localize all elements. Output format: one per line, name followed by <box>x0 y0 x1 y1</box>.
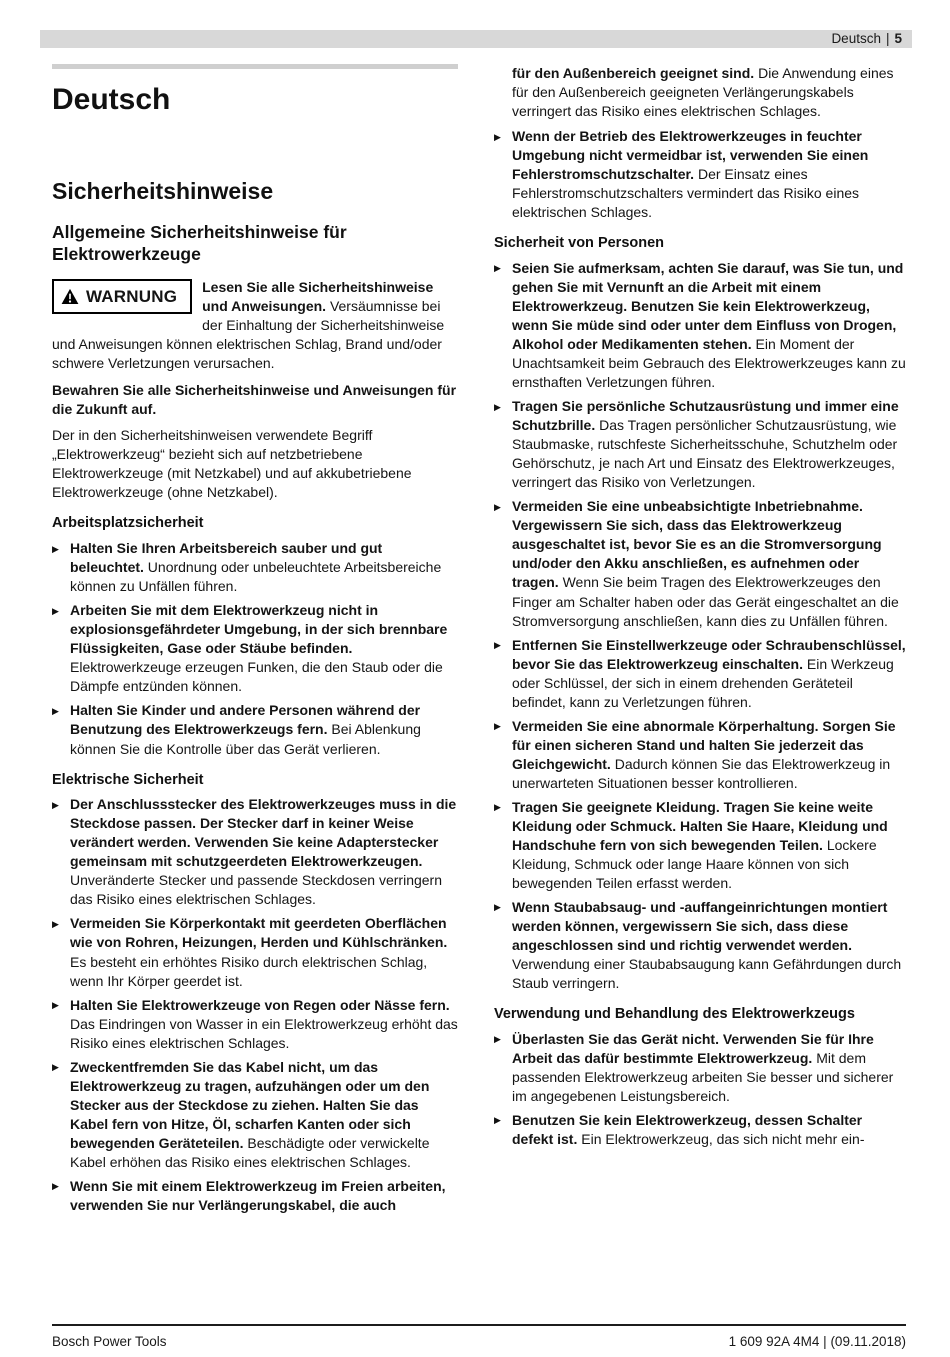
bullet-triangle-icon: ▶ <box>52 1000 59 1011</box>
bullet-body-text: Das Tragen persönlicher Schutzausrüstung, wie Staubmaske, rutschfeste Sicherheitsschuhe, Schutzhelm oder Gehörschutz, je nach Art und Einsatz des Elektrowerkzeuges, verringert das Risiko von Verletzungen. <box>512 417 898 491</box>
bullet-body-text: Unordnung oder unbeleuchtete Arbeitsbereiche können zu Unfällen führen. <box>70 559 442 595</box>
safety-list-verwendung-behandlung <box>494 1030 906 1149</box>
bullet-body-text: Verwendung einer Staubabsaugung kann Gefährdungen durch Staub verringern. <box>512 956 902 992</box>
bullet-triangle-icon: ▶ <box>494 721 501 732</box>
bullet-triangle-icon: ▶ <box>494 902 501 913</box>
bullet-triangle-icon: ▶ <box>494 263 501 274</box>
safety-list-elektrische-sicherheit-cont <box>494 127 906 222</box>
bullet-bold-text: Entfernen Sie Einstellwerkzeuge oder Schraubenschlüssel, bevor Sie das Elektrowerkzeug einschalten. <box>512 636 906 672</box>
safety-bullet <box>52 1058 458 1172</box>
term-definition-note: Der in den Sicherheitshinweisen verwendete Begriff „Elektrowerkzeug“ bezieht sich auf netzbetriebene Elektrowerkzeuge (mit Netzkabel) und auf akkubetriebene Elektrowerkzeuge (ohne Netzkabel). <box>52 427 412 501</box>
bullet-body-text: Beschädigte oder verwickelte Kabel erhöhen das Risiko eines elektrischen Schlages. <box>70 1134 430 1170</box>
bullet-body-text: Wenn Sie beim Tragen des Elektrowerkzeuges den Finger am Schalter haben oder das Gerät eingeschaltet an die Stromversorgung anschließen, kann dies zu Unfällen führen. <box>512 574 899 629</box>
bullet-bold-text: Wenn Staubabsaug- und -auffangeinrichtungen montiert werden können, vergewissern Sie sich, dass diese angeschlossen sind und richtig verwendet werden. <box>512 898 888 954</box>
bullet-triangle-icon: ▶ <box>52 1181 59 1192</box>
warning-triangle-icon <box>61 288 79 305</box>
safety-bullet <box>494 127 906 222</box>
safety-bullet <box>52 1177 458 1215</box>
bullet-bold-text: Der Anschlussstecker des Elektrowerkzeuges muss in die Steckdose passen. Der Stecker darf in keiner Weise verändert werden. Verwenden Sie keine Adapterstecker gemeinsam mit schutzgeerdeten Elektrowerkzeugen. <box>70 796 457 870</box>
warning-label: WARNUNG <box>86 287 178 307</box>
bullet-bold-text: Vermeiden Sie eine abnormale Körperhaltung. Sorgen Sie für einen sicheren Stand und halten Sie jederzeit das Gleichgewicht. <box>512 717 896 772</box>
bullet-body-text: Ein Elektrowerkzeug, das sich nicht mehr ein- <box>581 1131 865 1147</box>
footer-brand: Bosch Power Tools <box>52 1333 167 1349</box>
bullet-body-text: Dadurch können Sie das Elektrowerkzeug in unerwarteten Situationen besser kontrollieren. <box>512 755 891 791</box>
safety-bullet <box>494 259 906 392</box>
continuation-body-text: Die Anwendung eines für den Außenbereich geeigneten Verlängerungskabels verringert das Risiko eines elektrischen Schlages. <box>512 65 894 120</box>
right-column <box>494 64 906 1320</box>
warning-paragraph <box>52 278 458 373</box>
subsection-title: Allgemeine Sicherheitshinweise für Elektrowerkzeuge <box>52 222 347 264</box>
bullet-triangle-icon: ▶ <box>52 918 59 929</box>
header-divider-bar <box>40 30 912 48</box>
title-rule <box>52 64 458 69</box>
bullet-body-text: Es besteht ein erhöhtes Risiko durch elektrischen Schlag, wenn Ihr Körper geerdet ist. <box>70 953 428 989</box>
bullet-bold-text: Benutzen Sie kein Elektrowerkzeug, dessen Schalter defekt ist. <box>512 1111 863 1147</box>
bullet-body-text: Bei Ablenkung können Sie die Kontrolle über das Gerät verlieren. <box>70 721 421 757</box>
header-language: Deutsch <box>831 30 881 46</box>
bullet-body-text: Ein Werkzeug oder Schlüssel, der sich in einem drehenden Geräteteil befindet, kann zu Verletzungen führen. <box>512 655 894 710</box>
bullet-bold-text: Zweckentfremden Sie das Kabel nicht, um das Elektrowerkzeug zu tragen, aufzuhängen oder um den Stecker aus der Steckdose zu ziehen. Halten Sie das Kabel fern von Hitze, Öl, scharfen Kanten oder sich bewegenden Geräteteilen. <box>70 1058 430 1151</box>
group-heading-verwendung-behandlung: Verwendung und Behandlung des Elektrowerkzeugs <box>494 1006 855 1023</box>
bullet-triangle-icon: ▶ <box>52 605 59 616</box>
section-title: Sicherheitshinweise <box>52 178 274 204</box>
group-heading-arbeitsplatzsicherheit: Arbeitsplatzsicherheit <box>52 515 204 532</box>
safety-bullet <box>494 636 906 712</box>
bullet-triangle-icon: ▶ <box>494 401 501 412</box>
bullet-bold-text: Überlasten Sie das Gerät nicht. Verwenden Sie für Ihre Arbeit das dafür bestimmte Elektrowerkzeug. <box>512 1030 874 1066</box>
bullet-triangle-icon: ▶ <box>494 802 501 813</box>
page-title: Deutsch <box>52 83 171 116</box>
safety-bullet <box>52 996 458 1053</box>
safety-bullet <box>494 397 906 492</box>
header-page-number: 5 <box>894 30 902 46</box>
bullet-bold-text: Wenn der Betrieb des Elektrowerkzeuges in feuchter Umgebung nicht vermeidbar ist, verwenden Sie einen Fehlerstromschutzschalter. <box>512 128 869 183</box>
safety-bullet <box>494 1030 906 1106</box>
bullet-triangle-icon: ▶ <box>494 640 501 651</box>
bullet-body-text: Mit dem passenden Elektrowerkzeug arbeiten Sie besser und sicherer im angegebenen Leistungsbereich. <box>512 1049 894 1104</box>
bullet-bold-text: Arbeiten Sie mit dem Elektrowerkzeug nicht in explosionsgefährdeter Umgebung, in der sich brennbare Flüssigkeiten, Gase oder Stäube befinden. <box>70 602 448 657</box>
bullet-body-text: Unveränderte Stecker und passende Steckdosen verringern das Risiko eines elektrischen Schlages. <box>70 872 442 908</box>
safety-bullet <box>52 701 458 758</box>
safety-bullet <box>52 795 458 909</box>
safety-bullet <box>52 914 458 990</box>
continuation-paragraph <box>494 64 906 121</box>
safety-bullet <box>494 898 906 993</box>
safety-bullet <box>494 1111 906 1149</box>
bullet-triangle-icon: ▶ <box>494 131 501 142</box>
two-column-body <box>52 64 906 1320</box>
page-header-label <box>831 30 902 48</box>
bullet-bold-text: Vermeiden Sie Körperkontakt mit geerdeten Oberflächen wie von Rohren, Heizungen, Herden und Kühlschränken. <box>70 915 448 951</box>
bullet-body-text: Ein Moment der Unachtsamkeit beim Gebrauch des Elektrowerkzeuges kann zu ernsthaften Verletzungen führen. <box>512 336 906 391</box>
safety-list-arbeitsplatzsicherheit <box>52 539 458 758</box>
bullet-triangle-icon: ▶ <box>52 1062 59 1073</box>
bullet-bold-text: Tragen Sie geeignete Kleidung. Tragen Sie keine weite Kleidung oder Schmuck. Halten Sie Haare, Kleidung und Handschuhe fern von sich bewegenden Teilen. <box>512 798 888 853</box>
warning-box <box>52 279 192 314</box>
bullet-body-text: Der Einsatz eines Fehlerstromschutzschalters vermindert das Risiko eines elektrischen Schlages. <box>512 166 860 221</box>
bullet-bold-text: Halten Sie Ihren Arbeitsbereich sauber und gut beleuchtet. <box>70 540 383 576</box>
page-footer <box>52 1324 906 1351</box>
safety-bullet <box>494 798 906 893</box>
bullet-triangle-icon: ▶ <box>494 501 501 512</box>
bullet-triangle-icon: ▶ <box>494 1034 501 1045</box>
group-heading-sicherheit-von-personen: Sicherheit von Personen <box>494 235 665 252</box>
group-heading-elektrische-sicherheit: Elektrische Sicherheit <box>52 771 204 788</box>
bullet-bold-text: Vermeiden Sie eine unbeabsichtigte Inbetriebnahme. Vergewissern Sie sich, dass das Elektrowerkzeug ausgeschaltet ist, bevor Sie es an die Stromversorgung und/oder den Akku anschließen, es aufnehmen oder tragen. <box>512 498 882 591</box>
bullet-body-text: Elektrowerkzeuge erzeugen Funken, die den Staub oder die Dämpfe entzünden können. <box>70 659 443 695</box>
bullet-body-text: Das Eindringen von Wasser in ein Elektrowerkzeug erhöht das Risiko eines elektrischen Schlages. <box>70 1015 458 1051</box>
safety-bullet <box>52 539 458 596</box>
safety-list-elektrische-sicherheit <box>52 795 458 1215</box>
bullet-bold-text: Halten Sie Elektrowerkzeuge von Regen oder Nässe fern. <box>70 996 450 1013</box>
bullet-bold-text: Seien Sie aufmerksam, achten Sie darauf, was Sie tun, und gehen Sie mit Vernunft an die Arbeit mit einem Elektrowerkzeug. Benutzen Sie kein Elektrowerkzeug, wenn Sie müde sind oder unter dem Einfluss von Drogen, Alkohol oder Medikamenten stehen. <box>512 259 904 353</box>
bullet-triangle-icon: ▶ <box>494 1115 501 1126</box>
bullet-body-text: Lockere Kleidung, Schmuck oder lange Haare können von sich bewegenden Teilen erfasst werden. <box>512 836 877 891</box>
bullet-bold-text: Tragen Sie persönliche Schutzausrüstung und immer eine Schutzbrille. <box>512 398 899 434</box>
continuation-bold-text: für den Außenbereich geeignet sind. <box>512 65 755 81</box>
bullet-triangle-icon: ▶ <box>52 543 59 554</box>
warning-lead-text: Lesen Sie alle Sicherheitshinweise und Anweisungen. <box>202 279 434 315</box>
safety-list-sicherheit-von-personen <box>494 259 906 993</box>
bullet-triangle-icon: ▶ <box>52 799 59 810</box>
bullet-bold-text: Wenn Sie mit einem Elektrowerkzeug im Freien arbeiten, verwenden Sie nur Verlängerungskabel, die auch <box>70 1177 446 1213</box>
bullet-bold-text: Halten Sie Kinder und andere Personen während der Benutzung des Elektrowerkzeugs fern. <box>70 702 421 738</box>
footer-document-code: 1 609 92A 4M4 | (09.11.2018) <box>728 1333 906 1349</box>
header-separator: | <box>885 30 890 46</box>
left-column <box>52 64 458 1320</box>
warning-body-text: Versäumnisse bei der Einhaltung der Sicherheitshinweise und Anweisungen können elektrischen Schlag, Brand und/oder schwere Verletzungen verursachen. <box>52 298 445 372</box>
safety-bullet <box>52 601 458 696</box>
safety-bullet <box>494 717 906 793</box>
keep-instructions-note: Bewahren Sie alle Sicherheitshinweise und Anweisungen für die Zukunft auf. <box>52 382 457 418</box>
bullet-triangle-icon: ▶ <box>52 705 59 716</box>
safety-bullet <box>494 497 906 630</box>
